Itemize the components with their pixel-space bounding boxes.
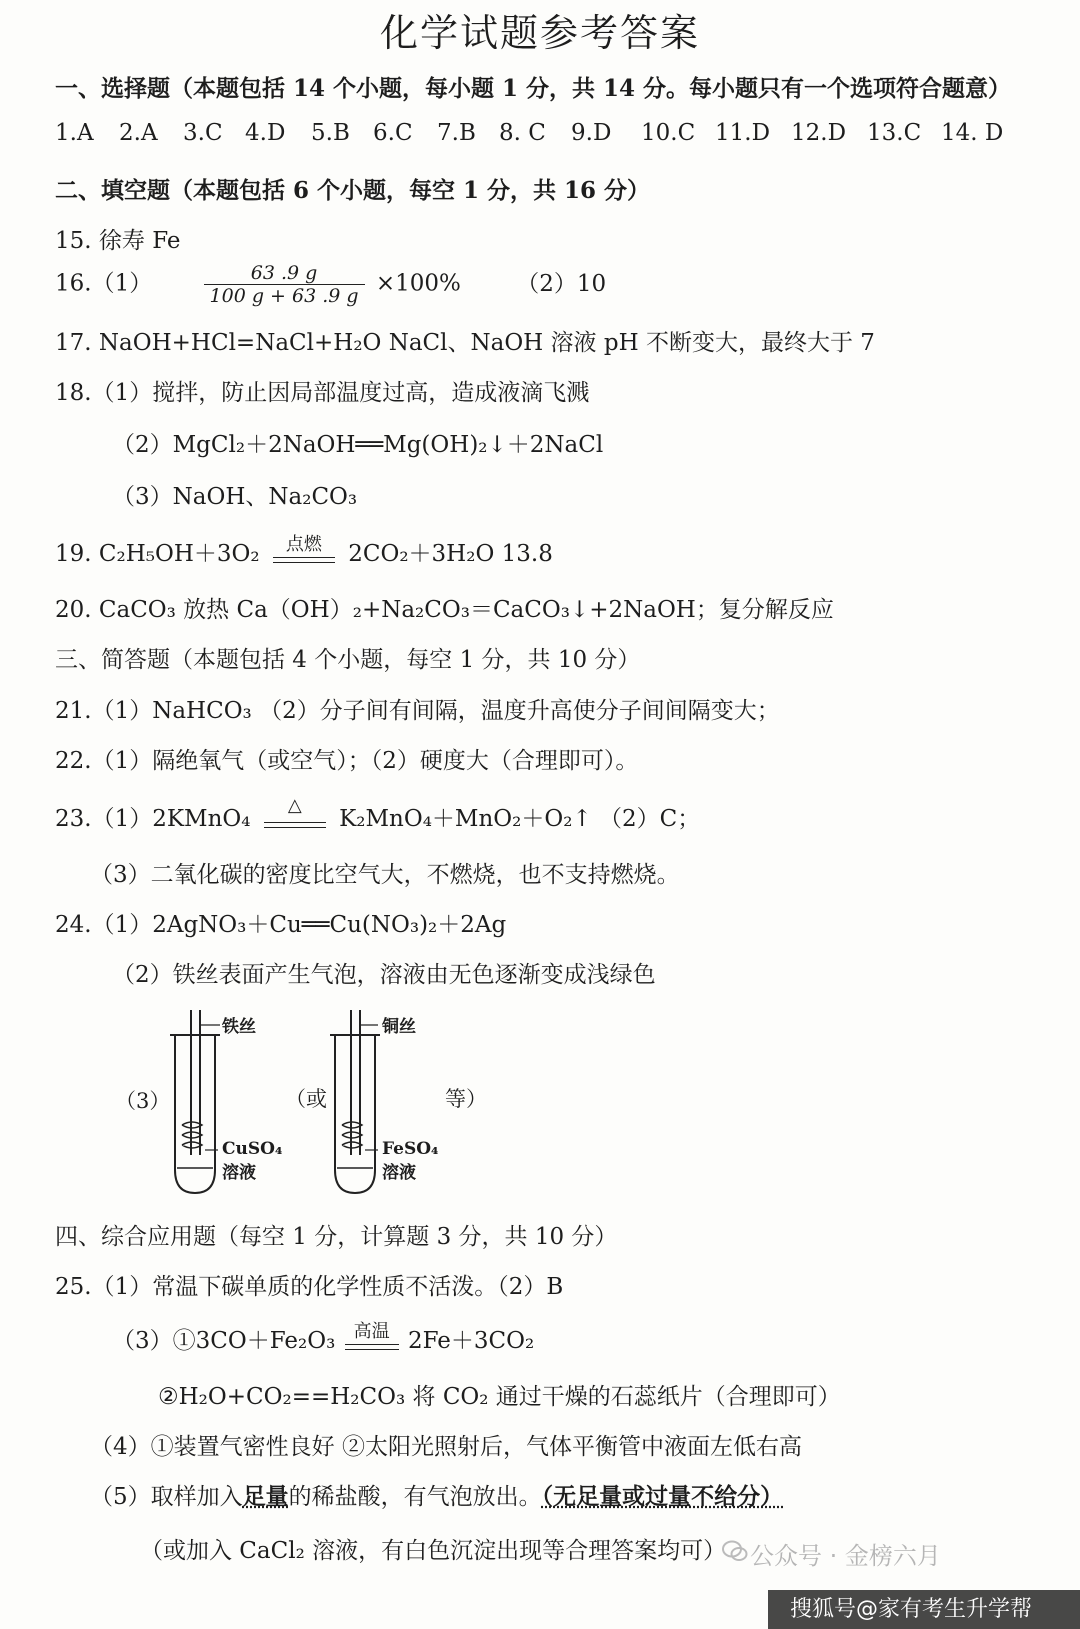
choice-answer: 3.C — [183, 120, 223, 146]
test-tube-figure — [110, 1005, 500, 1200]
answer-23-1 — [55, 795, 701, 835]
choice-answer: 12.D — [791, 120, 847, 146]
answer-16-part2: （2）10 — [516, 270, 607, 297]
choice-answer: 11.D — [715, 120, 771, 146]
answer-23-products: K₂MnO₄＋MnO₂＋O₂↑ （2）C； — [339, 806, 701, 832]
answer-25-5 — [90, 1478, 783, 1511]
answer-25-3-reactants: （3）①3CO＋Fe₂O₃ — [112, 1328, 336, 1354]
choice-answer: 2.A — [119, 120, 158, 146]
answer-23-reactant: 23.（1）2KMnO₄ — [55, 806, 251, 832]
high-temp-label: 高温 — [353, 1321, 390, 1342]
choice-answer: 8. C — [499, 120, 546, 146]
choice-answer: 5.B — [311, 120, 350, 146]
choice-answer: 7.B — [437, 120, 476, 146]
answer-22: 22.（1）隔绝氧气（或空气）；（2）硬度大（合理即可）。 — [55, 748, 639, 774]
answer-17: 17. NaOH+HCl=NaCl+H₂O NaCl、NaOH 溶液 pH 不断变大，最终大于 7 — [55, 330, 875, 356]
left-solution-label: 溶液 — [222, 1163, 256, 1183]
answer-18-1: 18.（1）搅拌，防止因局部温度过高，造成液滴飞溅 — [55, 380, 590, 406]
choice-answer: 1.A — [55, 120, 94, 146]
answer-15: 15. 徐寿 Fe — [55, 228, 181, 254]
answer-23-3: （3）二氧化碳的密度比空气大，不燃烧，也不支持燃烧。 — [90, 862, 680, 888]
condition-label: 点燃 — [285, 534, 322, 555]
page-title: 化学试题参考答案 — [379, 11, 700, 55]
answer-18-3: （3）NaOH、Na₂CO₃ — [112, 484, 358, 510]
right-solution-label: 溶液 — [382, 1163, 416, 1183]
answer-16 — [55, 262, 606, 307]
choice-answers-row — [55, 120, 1004, 146]
answer-19 — [55, 535, 553, 570]
choice-answer: 6.C — [373, 120, 413, 146]
iron-wire-label: 铁丝 — [222, 1017, 256, 1037]
answer-25-1: 25.（1）常温下碳单质的化学性质不活泼。（2）B — [55, 1274, 564, 1300]
answer-24-3-label: （3） — [115, 1089, 171, 1113]
choice-answer: 14. D — [941, 120, 1004, 146]
answer-25-5-part-a: （5）取样加入 — [90, 1484, 243, 1510]
answer-25-3 — [112, 1322, 534, 1357]
choice-answer: 4.D — [245, 120, 286, 146]
answer-25-6: （或加入 CaCl₂ 溶液，有白色沉淀出现等合理答案均可） — [140, 1538, 727, 1564]
answer-25-5-emphasis: 足量 — [242, 1483, 289, 1510]
answer-18-2: （2）MgCl₂＋2NaOH══Mg(OH)₂↓＋2NaCl — [112, 432, 604, 458]
section3-heading: 三、简答题（本题包括 4 个小题，每空 1 分，共 10 分） — [55, 647, 641, 673]
mass-fraction-formula — [204, 262, 365, 307]
choice-answer: 13.C — [867, 120, 922, 146]
section1-heading: 一、选择题（本题包括 14 个小题，每小题 1 分，共 14 分。每小题只有一个选项符合题意） — [55, 75, 1012, 102]
answer-25-5-part-c: 的稀盐酸，有气泡放出。 — [288, 1484, 542, 1510]
answer-24-2: （2）铁丝表面产生气泡，溶液由无色逐渐变成浅绿色 — [112, 962, 656, 988]
answer-19-products: 2CO₂＋3H₂O 13.8 — [348, 541, 553, 567]
wechat-icon — [722, 1540, 748, 1562]
answer-16-percent: ×100% — [375, 270, 461, 297]
answer-25-3b: ②H₂O+CO₂==H₂CO₃ 将 CO₂ 通过干燥的石蕊纸片（合理即可） — [158, 1384, 841, 1410]
section2-heading: 二、填空题（本题包括 6 个小题，每空 1 分，共 16 分） — [55, 177, 651, 204]
section4-heading: 四、综合应用题（每空 1 分，计算题 3 分，共 10 分） — [55, 1224, 618, 1250]
choice-answer: 9.D — [571, 120, 612, 146]
copper-wire-label: 铜丝 — [382, 1017, 416, 1037]
feso4-label: FeSO₄ — [382, 1139, 439, 1159]
answer-19-reactants: 19. C₂H₅OH＋3O₂ — [55, 541, 260, 567]
answer-20: 20. CaCO₃ 放热 Ca（OH）₂+Na₂CO₃＝CaCO₃↓+2NaOH；复分解反应 — [55, 597, 834, 623]
cuso4-label: CuSO₄ — [222, 1139, 283, 1159]
high-temp-condition-equals — [345, 1321, 399, 1357]
heating-triangle: △ — [287, 795, 302, 816]
answer-24-1: 24.（1）2AgNO₃＋Cu══Cu(NO₃)₂＋2Ag — [55, 912, 507, 938]
etc-label: 等） — [445, 1087, 487, 1111]
sohu-watermark: 搜狐号@家有考生升学帮 — [768, 1590, 1080, 1629]
fraction-numerator: 63 .9 g — [204, 262, 365, 285]
answer-25-4: （4）①装置气密性良好 ②太阳光照射后，气体平衡管中液面左低右高 — [90, 1434, 802, 1460]
wechat-watermark: 公众号 · 金榜六月 — [750, 1542, 941, 1570]
reaction-condition-equals — [273, 534, 335, 570]
heating-condition-equals — [264, 795, 326, 835]
choice-answer: 10.C — [641, 120, 696, 146]
answer-21: 21.（1）NaHCO₃ （2）分子间有间隔，温度升高使分子间间隔变大； — [55, 698, 780, 724]
fraction-denominator: 100 g + 63 .9 g — [209, 285, 359, 307]
or-label: （或 — [285, 1087, 327, 1111]
answer-16-number: 16.（1） — [55, 270, 153, 297]
answer-25-5-note: （无足量或过量不给分） — [541, 1483, 784, 1510]
answer-25-3-products: 2Fe＋3CO₂ — [407, 1328, 535, 1354]
